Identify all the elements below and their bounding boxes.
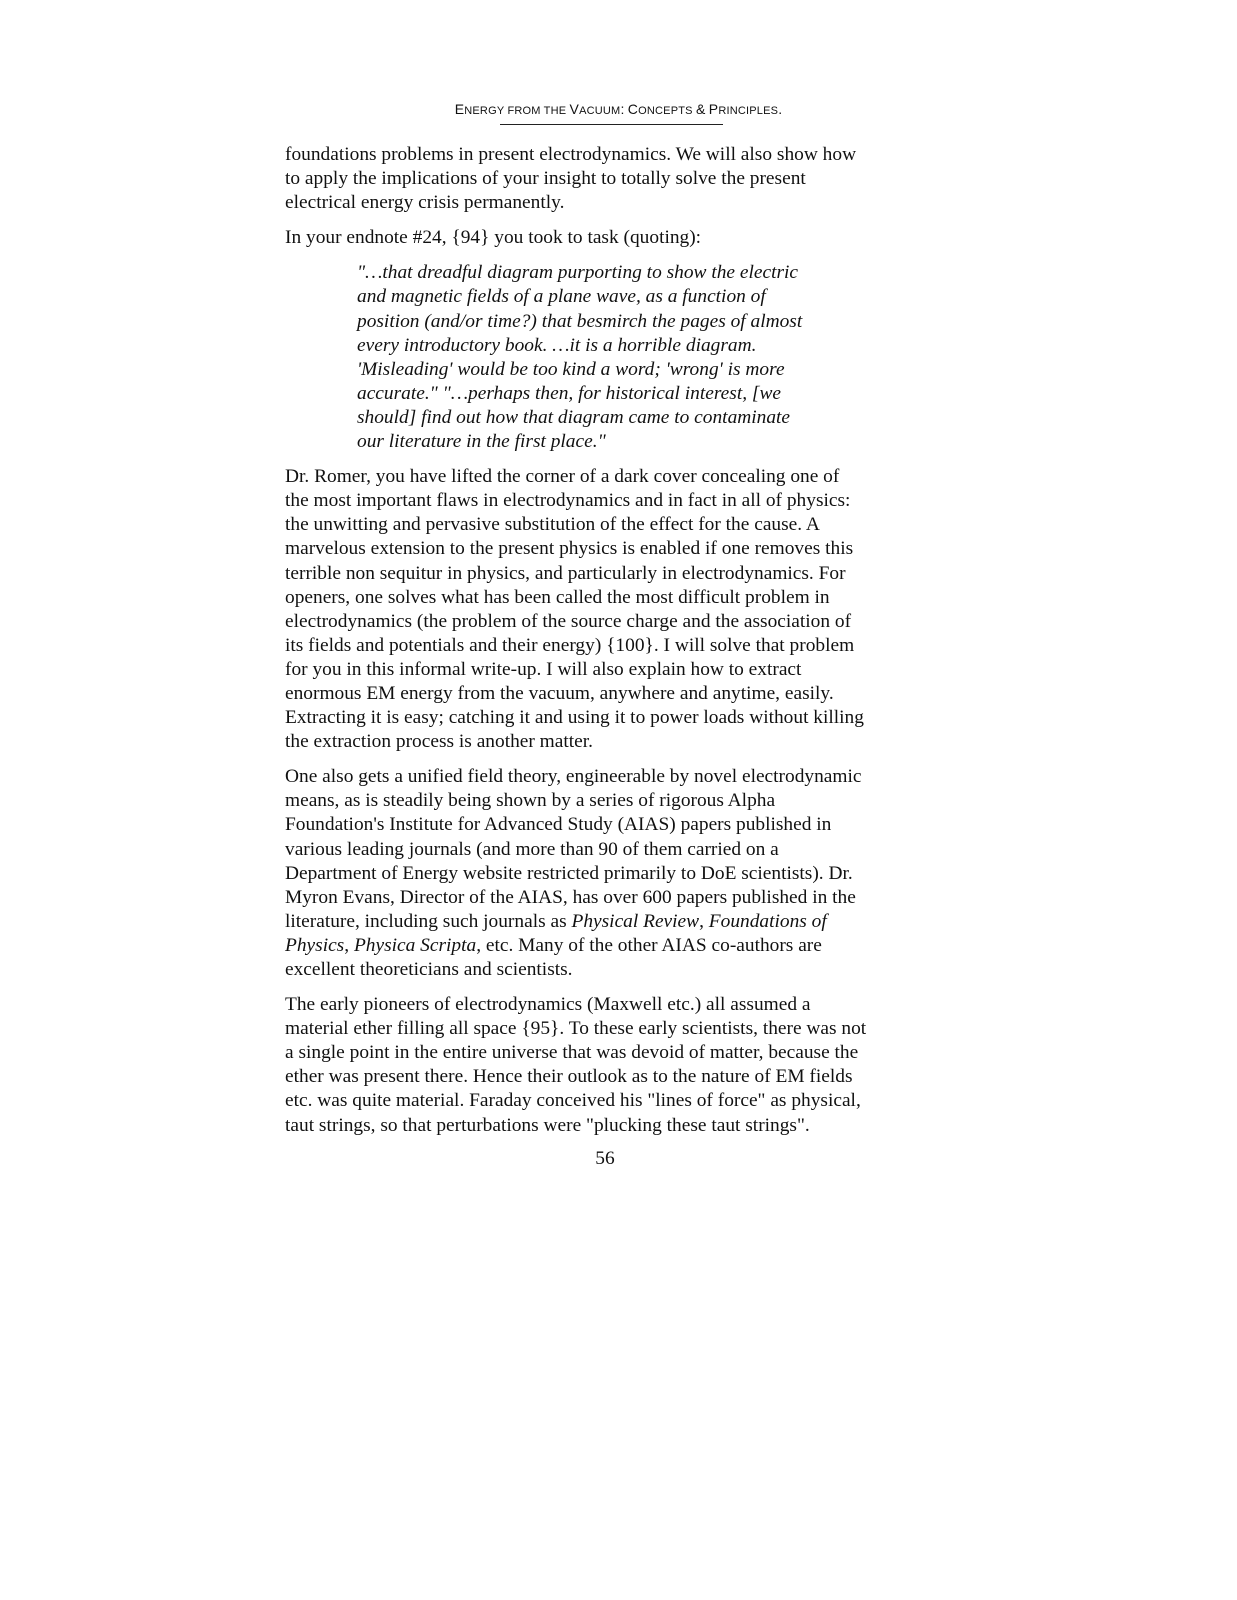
text-line: material ether filling all space {95}. To these early scientists, there was not [285, 1018, 867, 1040]
quote-line: 'Misleading' would be too kind a word; 'wrong' is more [357, 358, 785, 380]
text-line: enormous EM energy from the vacuum, anywhere and anytime, easily. [285, 682, 834, 704]
running-head [0, 101, 1237, 117]
text-line: The early pioneers of electrodynamics (Maxwell etc.) all assumed a [285, 994, 811, 1016]
header-word: C [627, 101, 639, 117]
text-span: literature, including such journals as [285, 910, 572, 932]
quote-line: our literature in the first place." [357, 431, 606, 453]
text-line: Department of Energy website restricted primarily to DoE scientists). Dr. [285, 862, 853, 884]
text-span: , etc. Many of the other AIAS co-authors are [476, 934, 822, 956]
text-line [285, 910, 935, 934]
journal-title: Physical Review [571, 910, 700, 932]
header-word: RINCIPLES [718, 105, 779, 117]
text-line: Myron Evans, Director of the AIAS, has over 600 papers published in the [285, 886, 856, 908]
text-line: Foundation's Institute for Advanced Study (AIAS) papers published in [285, 814, 832, 836]
journal-title: Physica Scripta [353, 934, 477, 956]
text-line: to apply the implications of your insight to totally solve the present [285, 168, 806, 190]
header-word: E [454, 101, 465, 117]
text-span: , [699, 910, 709, 932]
text-line: the extraction process is another matter. [285, 731, 593, 753]
text-line: its fields and potentials and their energy) {100}. I will solve that problem [285, 634, 855, 656]
text-line: Extracting it is easy; catching it and using it to power loads without killing [285, 707, 864, 729]
header-word: P [708, 101, 719, 117]
header-word: NERGY [464, 105, 505, 117]
text-line: ether was present there. Hence their outlook as to the nature of EM fields [285, 1066, 853, 1088]
text-line: means, as is steadily being shown by a series of rigorous Alpha [285, 790, 776, 812]
text-line: etc. was quite material. Faraday conceived his "lines of force" as physical, [285, 1090, 861, 1112]
quote-line: accurate." "…perhaps then, for historical interest, [we [357, 382, 781, 404]
text-line: One also gets a unified field theory, engineerable by novel electrodynamic [285, 766, 862, 788]
header-word: & [695, 101, 706, 117]
quote-line: "…that dreadful diagram purporting to show the electric [357, 262, 799, 284]
page-number: 56 [595, 1148, 615, 1169]
text-line: marvelous extension to the present physics is enabled if one removes this [285, 538, 854, 560]
text-line: openers, one solves what has been called the most difficult problem in [285, 586, 830, 608]
paragraph-1 [285, 143, 935, 215]
text-span: , [344, 934, 354, 956]
journal-title: Foundations of [708, 910, 827, 932]
body-text [285, 143, 935, 1149]
text-line: electrical energy crisis permanently. [285, 192, 565, 214]
quote-line: position (and/or time?) that besmirch the pages of almost [357, 310, 803, 332]
header-word: V [569, 101, 580, 117]
quote-line: should] find out how that diagram came to contaminate [357, 406, 791, 428]
header-word: FROM THE [507, 105, 567, 117]
text-line: the most important flaws in electrodynamics and in fact in all of physics: [285, 490, 851, 512]
paragraph-5 [285, 993, 935, 1138]
text-line: the unwitting and pervasive substitution of the effect for the cause. A [285, 514, 820, 536]
quote-line: and magnetic fields of a plane wave, as a function of [357, 286, 766, 308]
text-line: electrodynamics (the problem of the source charge and the association of [285, 610, 852, 632]
text-line: In your endnote #24, {94} you took to task (quoting): [285, 227, 702, 249]
header-word: ONCEPTS [638, 105, 693, 117]
text-line: various leading journals (and more than 90 of them carried on a [285, 838, 779, 860]
text-line: a single point in the entire universe that was devoid of matter, because the [285, 1042, 859, 1064]
text-line: for you in this informal write-up. I will also explain how to extract [285, 658, 802, 680]
block-quote [357, 261, 857, 454]
text-line: terrible non sequitur in physics, and particularly in electrodynamics. For [285, 562, 846, 584]
paragraph-2 [285, 226, 935, 250]
text-line: excellent theoreticians and scientists. [285, 959, 573, 980]
paragraph-4 [285, 765, 935, 982]
quote-line: every introductory book. …it is a horrible diagram. [357, 334, 757, 356]
paragraph-3 [285, 465, 935, 754]
text-line: taut strings, so that perturbations were "plucking these taut strings". [285, 1114, 810, 1136]
journal-title: Physics [285, 934, 345, 956]
text-line [285, 934, 935, 958]
header-word: . [778, 101, 783, 117]
header-rule [500, 124, 723, 125]
text-line: Dr. Romer, you have lifted the corner of a dark cover concealing one of [285, 466, 840, 488]
header-word: ACUUM [579, 105, 621, 117]
text-line: foundations problems in present electrodynamics. We will also show how [285, 144, 857, 165]
header-word: : [620, 101, 625, 117]
